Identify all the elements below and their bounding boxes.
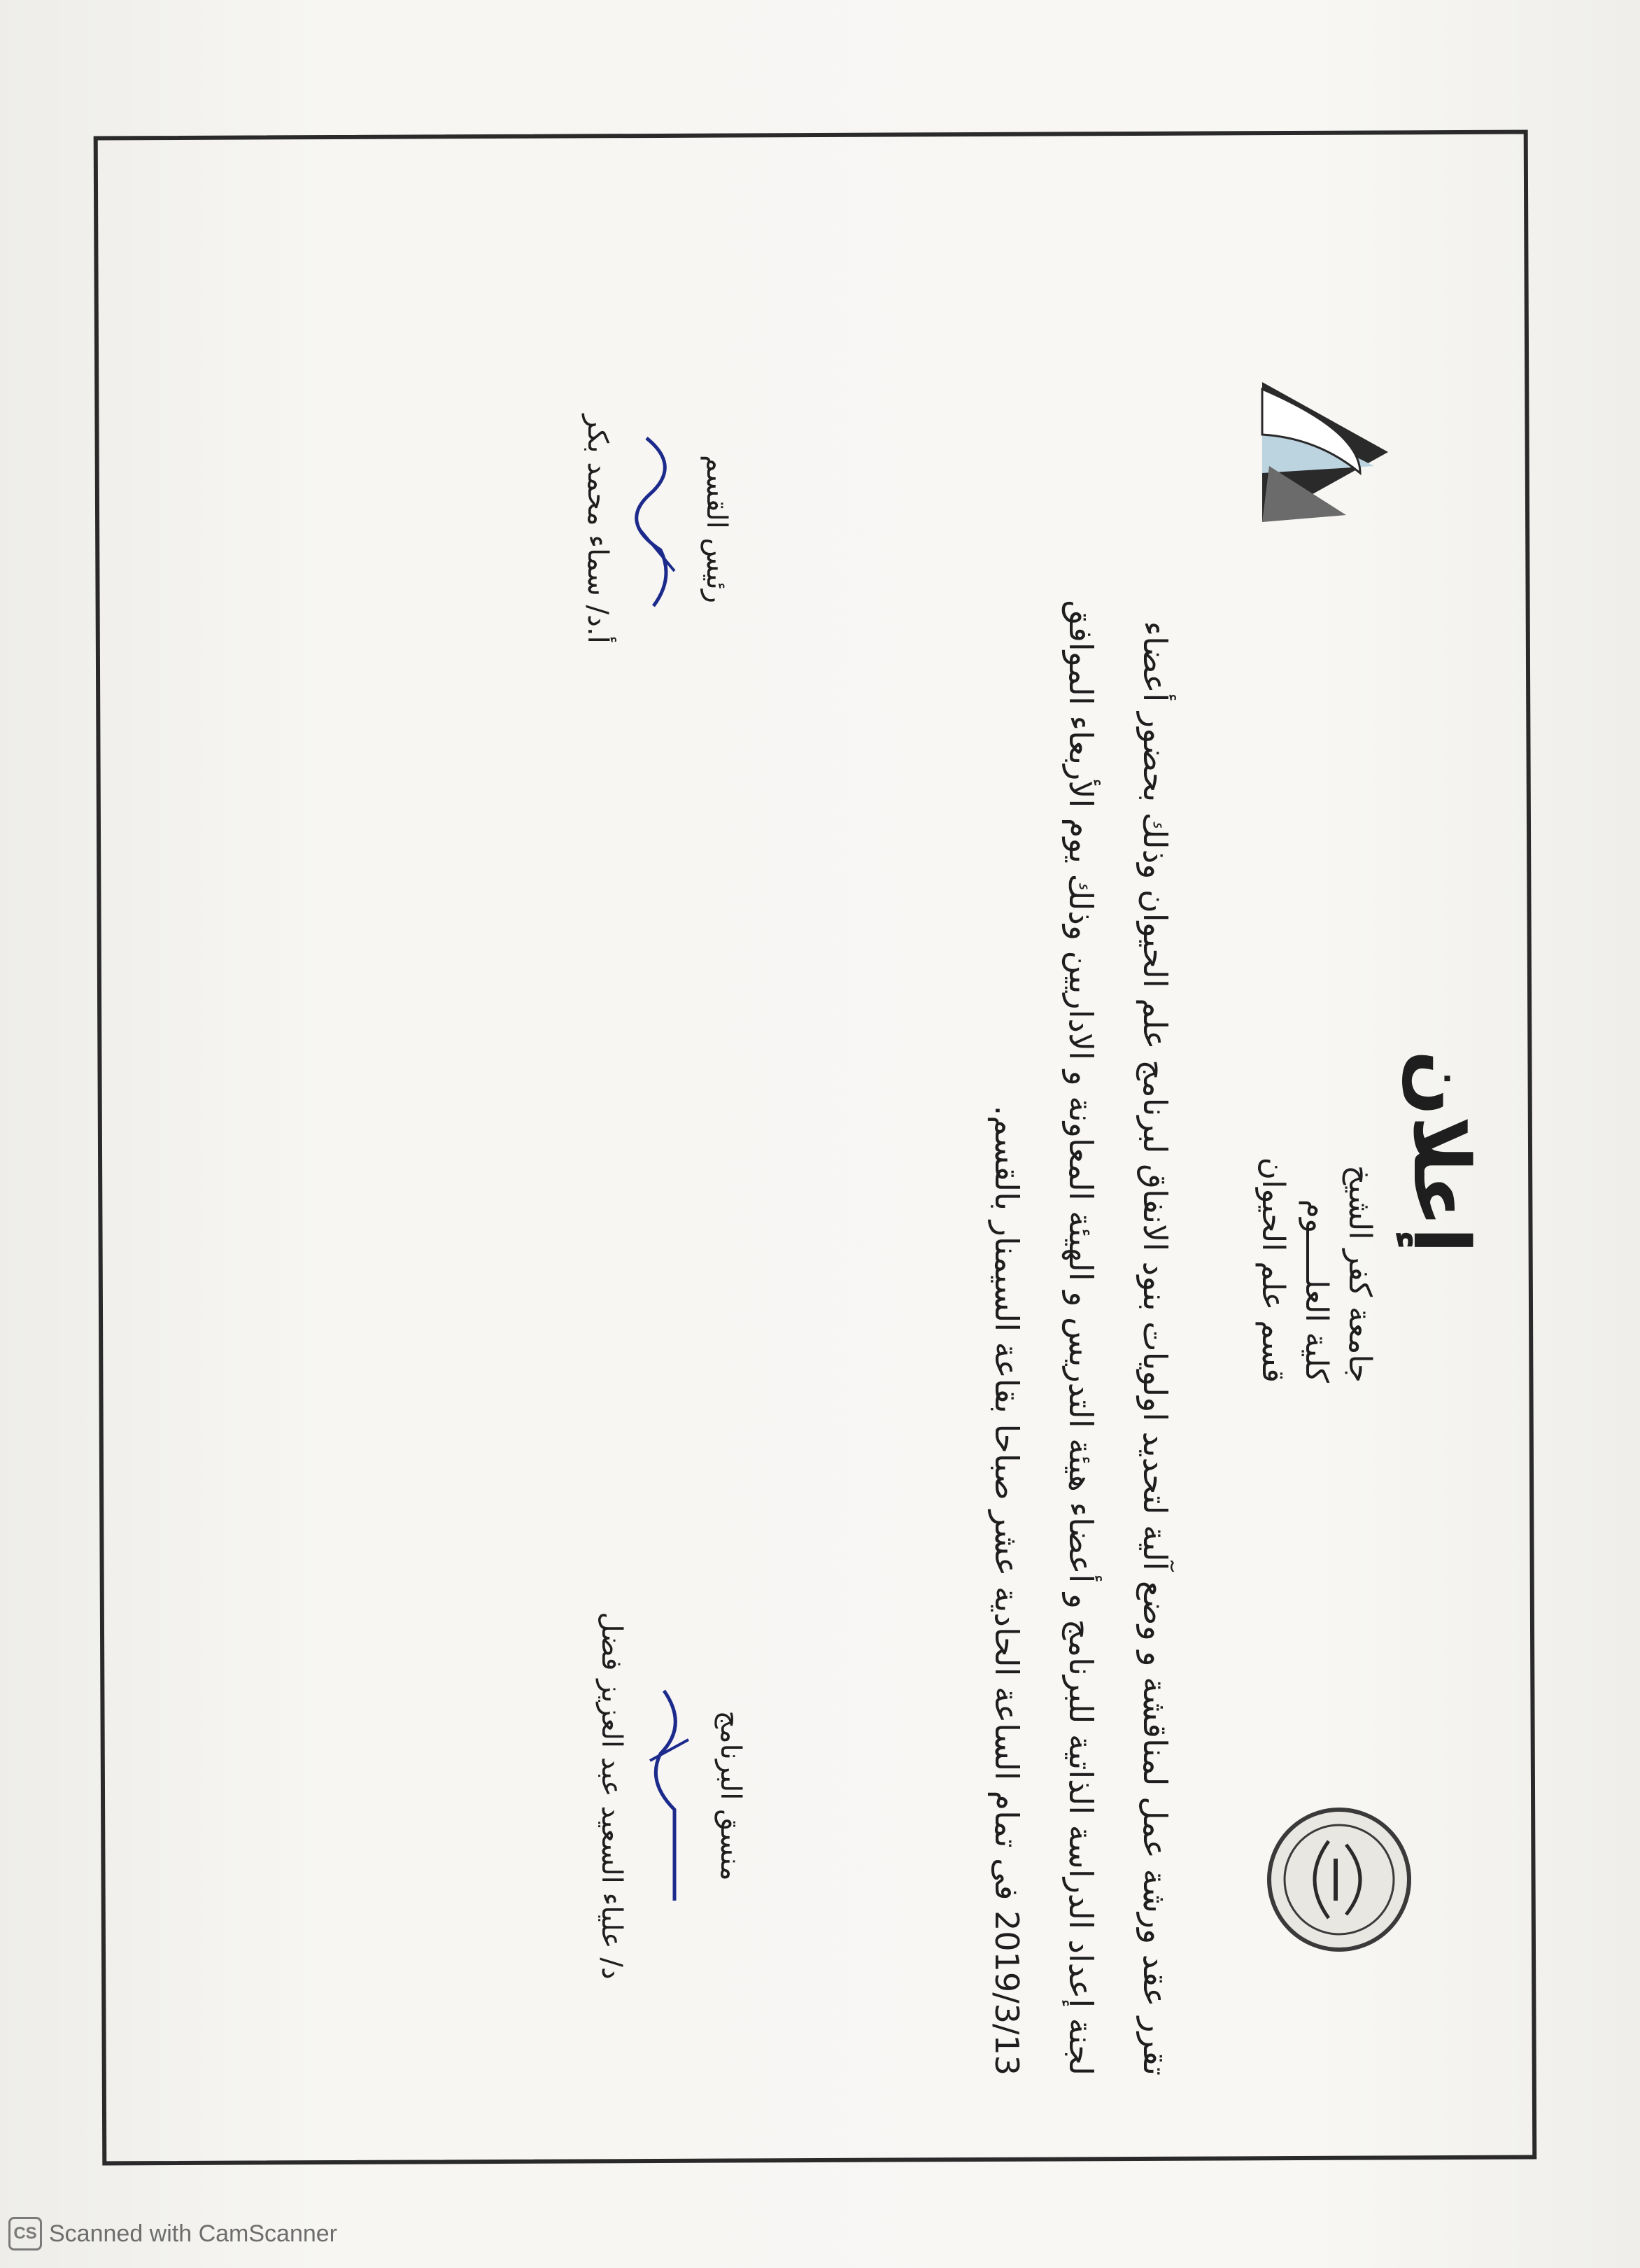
faculty-name: كلية العلـــــوم [1299, 1199, 1334, 1383]
body-line: لجنة إعداد الدراسة الذاتية للبرنامج و أعضاء هيئة التدريس و الهيئة المعاونة و الاداريين وذلك يوم الأربعاء الموافق [1062, 600, 1100, 2076]
handwritten-signature-icon [625, 424, 688, 634]
signature-title: منسق البرنامج [714, 1710, 747, 1881]
official-seal-icon [1262, 1803, 1416, 1957]
body-line: تقرر عقد ورشة عمل لمناقشة و وضع آلية لتحديد اولويات بنود الانفاق لبرنامج علم الحيوان وذلك بحضور أعضاء [1136, 621, 1174, 2076]
department-name: قسم علم الحيوان [1255, 1157, 1291, 1383]
institution-header [1251, 1157, 1381, 1383]
program-coordinator-signature-block [584, 1551, 758, 2041]
university-seal [1262, 1803, 1416, 1957]
university-logo [1241, 368, 1402, 536]
announcement-title: إعلان [1397, 1050, 1486, 1254]
handwritten-signature-icon [639, 1677, 702, 1915]
camscanner-watermark [8, 2217, 337, 2251]
university-name: جامعة كفر الشيخ [1342, 1164, 1378, 1383]
department-head-signature-block [570, 347, 744, 711]
camscanner-label: Scanned with CamScanner [49, 2220, 338, 2247]
signature-name: أ.د/ سماء محمد بكر [581, 414, 614, 644]
announcement-content [94, 137, 1528, 2167]
camscanner-icon: CS [8, 2217, 42, 2251]
body-line: 2019/3/13 فى تمام الساعة الحادية عشر صباحا بقاعة السيمنار بالقسم. [988, 1105, 1026, 2076]
signature-name: د/ علياء السعيد عبد العزيز فضل [595, 1612, 628, 1980]
announcement-body [970, 256, 1192, 2076]
university-logo-icon [1241, 368, 1402, 536]
signature-title: رئيس القسم [700, 454, 733, 604]
